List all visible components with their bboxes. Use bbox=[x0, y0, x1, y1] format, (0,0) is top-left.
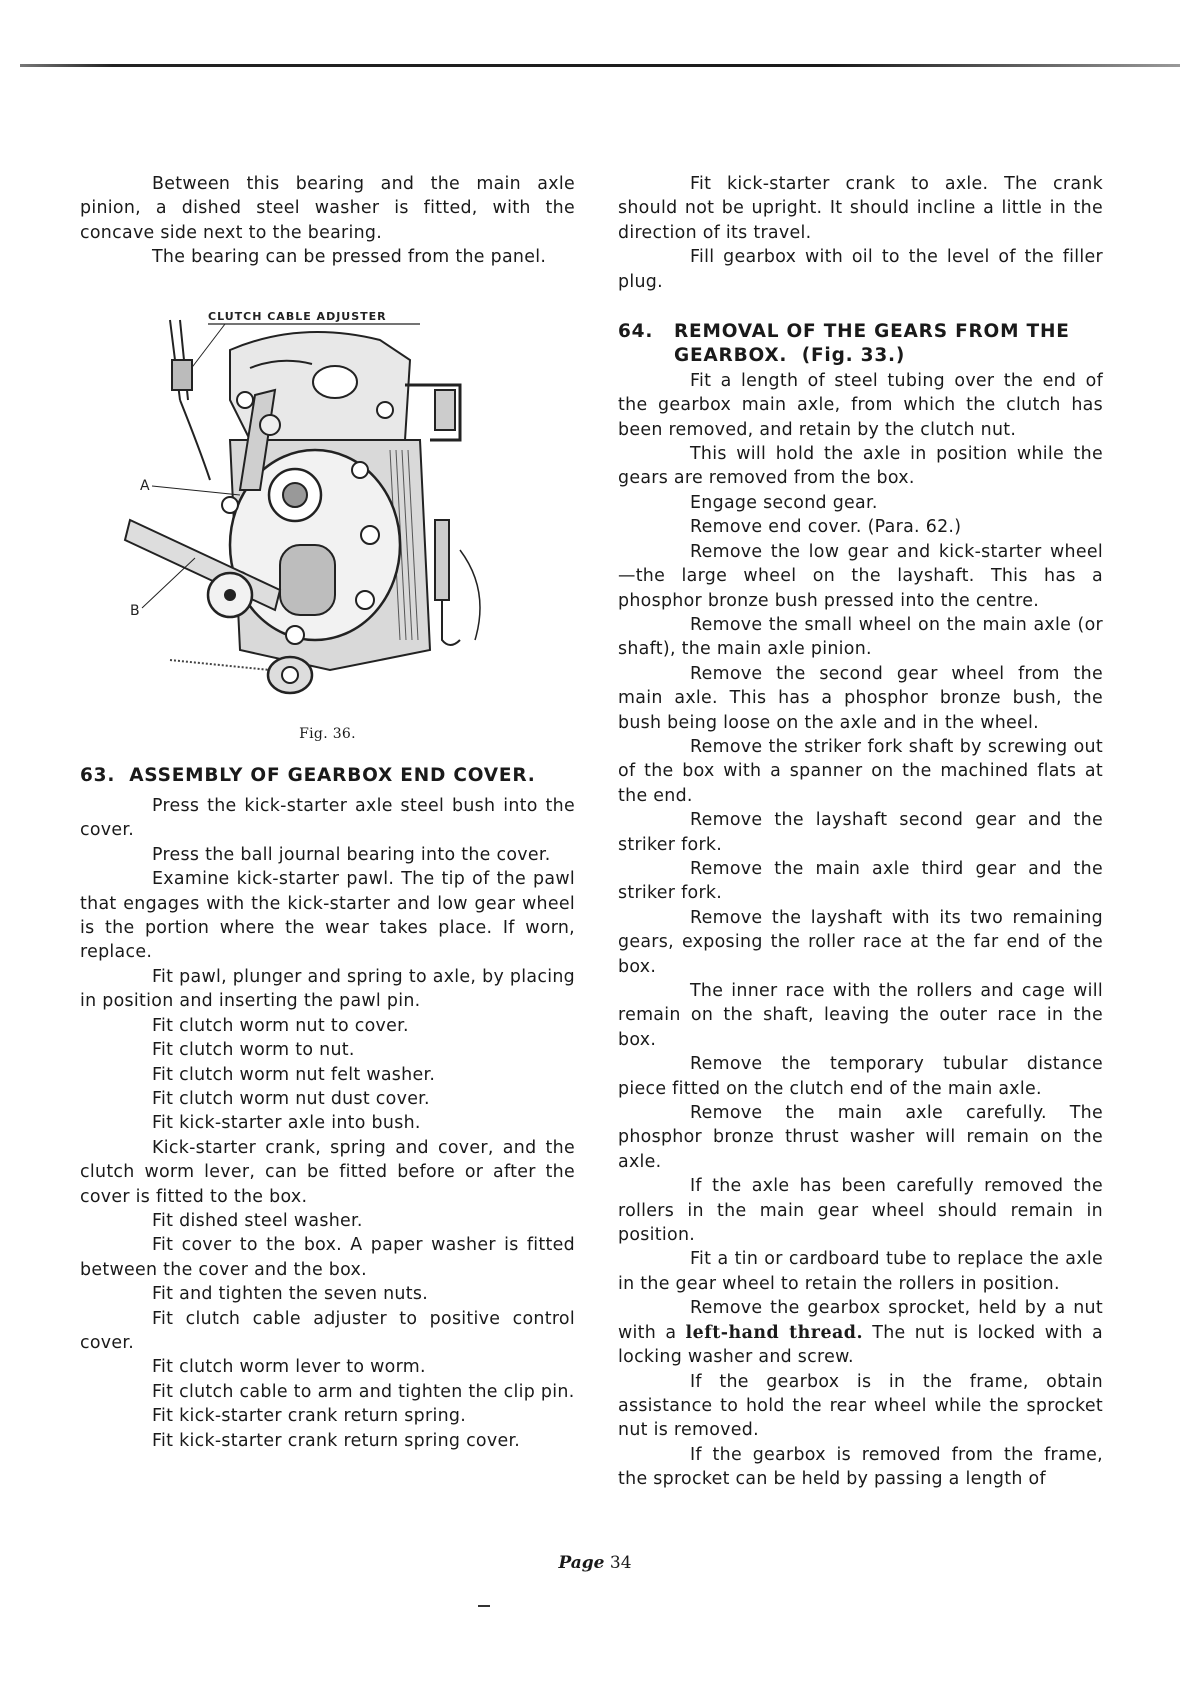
paragraph: Remove the main axle third gear and the striker fork. bbox=[618, 858, 1103, 904]
paragraph: If the axle has been carefully removed the rollers in the main gear wheel should remain in position. bbox=[618, 1176, 1103, 1246]
paragraph: Remove the low gear and kick-starter wheel—the large wheel on the layshaft. This has a phosphor bronze bush pressed into the centre. bbox=[618, 541, 1103, 611]
left-column bbox=[80, 172, 575, 1453]
paragraph: Fit and tighten the seven nuts. bbox=[152, 1284, 429, 1305]
label-b: B bbox=[130, 602, 140, 619]
paragraph: Fit clutch worm nut felt washer. bbox=[152, 1064, 436, 1085]
paragraph: Remove the main axle carefully. The phosphor bronze thrust washer will remain on the axle. bbox=[618, 1103, 1103, 1172]
section-number: 64. bbox=[618, 321, 654, 343]
paragraph: Fit kick-starter axle into bush. bbox=[152, 1113, 421, 1134]
paragraph: Remove the layshaft second gear and the striker fork. bbox=[618, 810, 1103, 855]
paragraph: If the gearbox is removed from the frame, the sprocket can be held by passing a length of bbox=[618, 1444, 1103, 1490]
paragraph: Fit kick-starter crank return spring. bbox=[152, 1406, 467, 1427]
section-number: 63. bbox=[80, 764, 116, 786]
paragraph-sprocket bbox=[618, 1296, 1103, 1369]
paragraph: Fit dished steel washer. bbox=[152, 1210, 363, 1231]
figure-caption: Fig. 36. bbox=[299, 725, 356, 742]
left-hand-thread-emphasis: left-hand thread. bbox=[685, 1322, 864, 1343]
paragraph: The inner race with the rollers and cage will remain on the shaft, leaving the outer race in the box. bbox=[618, 981, 1103, 1050]
paragraph: Between this bearing and the main axle pinion, a dished steel washer is fitted, with the concave side next to the bearing. bbox=[80, 174, 575, 243]
paragraph: Fit kick-starter crank return spring cover. bbox=[152, 1430, 521, 1451]
figure-title: CLUTCH CABLE ADJUSTER bbox=[208, 309, 387, 323]
top-rule bbox=[20, 64, 1180, 67]
page-label: Page bbox=[558, 1553, 605, 1573]
paragraph: Remove the second gear wheel from the main axle. This has a phosphor bronze bush, the bush being loose on the axle and in the wheel. bbox=[618, 663, 1103, 733]
page-number bbox=[0, 1553, 1190, 1573]
right-column bbox=[618, 172, 1103, 1492]
section-title: ASSEMBLY OF GEARBOX END COVER. bbox=[129, 764, 536, 786]
paragraph: Fit a tin or cardboard tube to replace the axle in the gear wheel to retain the rollers in position. bbox=[618, 1249, 1103, 1294]
paragraph: The bearing can be pressed from the panel. bbox=[152, 247, 547, 268]
paragraph: Remove the layshaft with its two remaining gears, exposing the roller race at the far end of the box. bbox=[618, 907, 1103, 977]
paragraph: Fit clutch cable adjuster to positive control cover. bbox=[80, 1308, 575, 1353]
section-63-heading bbox=[80, 764, 575, 788]
sprocket-text-before: Remove the gearbox sprocket, held by a nut with a bbox=[618, 1298, 1103, 1343]
paragraph: Press the ball journal bearing into the cover. bbox=[152, 844, 551, 865]
figure-36 bbox=[80, 290, 575, 750]
paragraph: Fit clutch worm lever to worm. bbox=[152, 1357, 426, 1378]
paragraph: Remove the striker fork shaft by screwing out of the box with a spanner on the machined flats at the end. bbox=[618, 736, 1103, 806]
paragraph: Fill gearbox with oil to the level of the filler plug. bbox=[618, 247, 1103, 292]
sprocket-text-after: The nut is locked with a locking washer and screw. bbox=[618, 1322, 1104, 1368]
paragraph: Fit kick-starter crank to axle. The crank should not be upright. It should incline a little in the direction of its travel. bbox=[618, 174, 1103, 243]
page-number-value: 34 bbox=[609, 1553, 632, 1573]
paragraph: Fit a length of steel tubing over the end of the gearbox main axle, from which the clutch has been removed, and retain by the clutch nut. bbox=[618, 370, 1103, 440]
section-64-heading bbox=[618, 320, 1103, 369]
section-title: REMOVAL OF THE GEARS FROM THE GEARBOX. bbox=[674, 321, 1070, 367]
paragraph: Examine kick-starter pawl. The tip of the pawl that engages with the kick-starter and low gear wheel is the portion where the wear takes place. If worn, replace. bbox=[80, 869, 575, 963]
figure-reference: (Fig. 33.) bbox=[801, 345, 906, 367]
paragraph: Remove the temporary tubular distance piece fitted on the clutch end of the main axle. bbox=[618, 1054, 1103, 1099]
paragraph: This will hold the axle in position while the gears are removed from the box. bbox=[618, 444, 1103, 489]
gearbox-illustration bbox=[80, 290, 575, 720]
paragraph: If the gearbox is in the frame, obtain assistance to hold the rear wheel while the sprocket nut is removed. bbox=[618, 1371, 1103, 1441]
paragraph: Engage second gear. bbox=[690, 492, 878, 513]
paragraph: Fit clutch worm nut to cover. bbox=[152, 1015, 409, 1036]
paragraph: Remove the small wheel on the main axle (or shaft), the main axle pinion. bbox=[618, 614, 1103, 660]
paragraph: Fit pawl, plunger and spring to axle, by placing in position and inserting the pawl pin. bbox=[80, 966, 575, 1012]
paragraph: Fit clutch cable to arm and tighten the clip pin. bbox=[152, 1381, 575, 1402]
label-a: A bbox=[140, 477, 150, 494]
paragraph: Press the kick-starter axle steel bush into the cover. bbox=[80, 796, 575, 841]
paragraph: Fit clutch worm to nut. bbox=[152, 1040, 355, 1061]
paragraph: Kick-starter crank, spring and cover, and the clutch worm lever, can be fitted before or after the cover is fitted to the box. bbox=[80, 1137, 575, 1207]
paragraph: Fit cover to the box. A paper washer is fitted between the cover and the box. bbox=[80, 1235, 575, 1280]
paragraph: Remove end cover. (Para. 62.) bbox=[690, 517, 962, 538]
footer-dash bbox=[478, 1605, 490, 1607]
paragraph: Fit clutch worm nut dust cover. bbox=[152, 1088, 430, 1109]
